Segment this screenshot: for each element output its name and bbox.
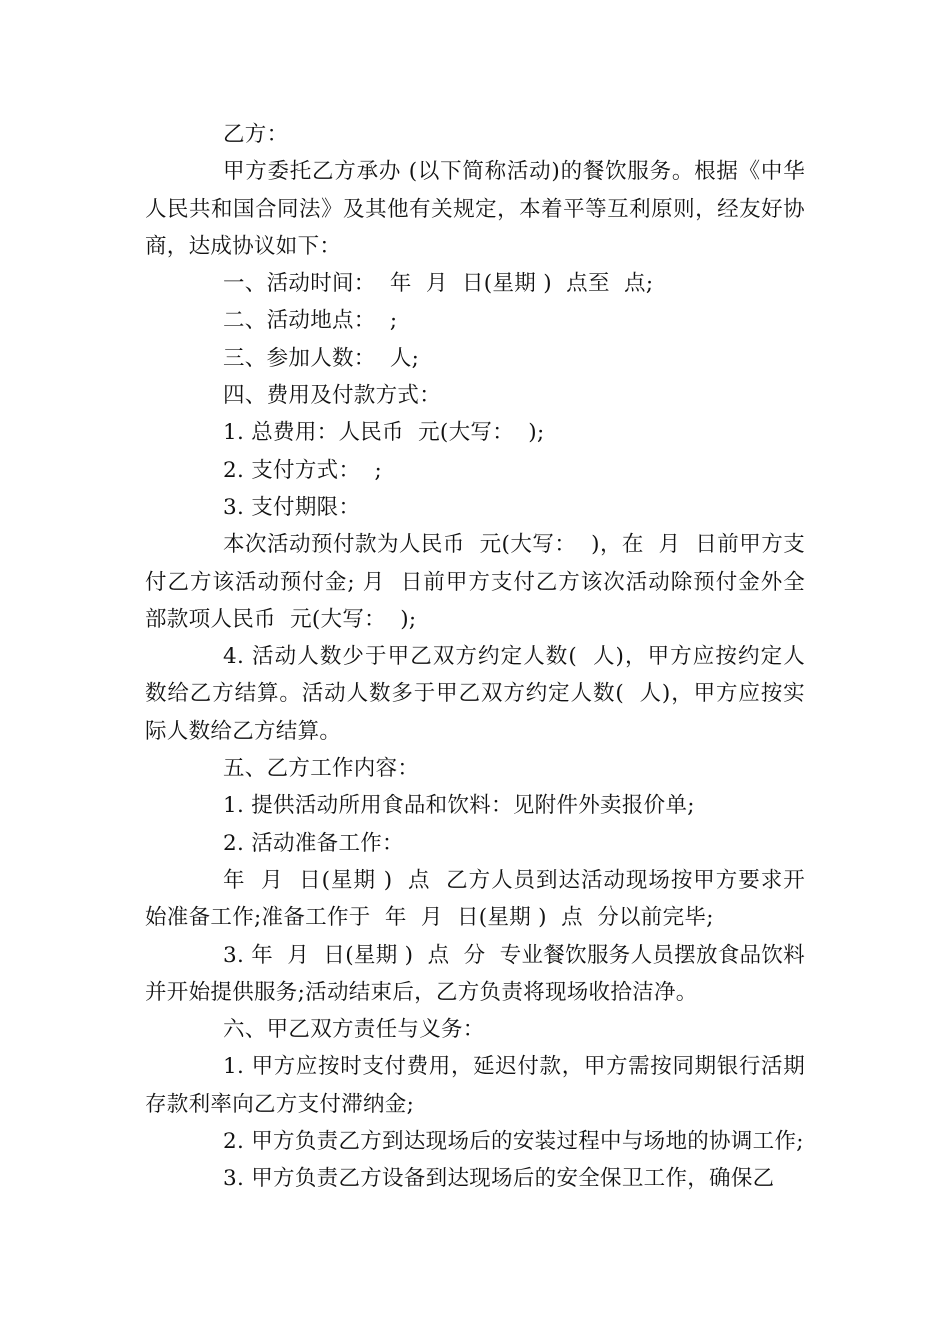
responsibility-item-coordination: 2. 甲方负责乙方到达现场后的安装过程中与场地的协调工作;	[223, 1129, 804, 1155]
work-item-service: 3. 年 月 日(星期 ) 点 分 专业餐饮服务人员摆放食品饮料并开始提供服务;活动结束后，乙方负责将现场收拾洁净。	[145, 942, 805, 1005]
work-item-preparation: 2. 活动准备工作：	[223, 830, 404, 856]
section-heading-responsibilities: 六、甲乙双方责任与义务：	[223, 1017, 485, 1043]
prepayment-paragraph: 本次活动预付款为人民币 元(大写： )，在 月 日前甲方支付乙方该活动预付金; 月 日前甲方支付乙方该次活动除预付金外全部款项人民币 元(大写： );	[145, 532, 805, 632]
fee-item-headcount-settlement: 4. 活动人数少于甲乙双方约定人数( 人)，甲方应按约定人数给乙方结算。活动人数多于甲乙双方约定人数( 人)，甲方应按实际人数给乙方结算。	[145, 644, 805, 744]
preparation-schedule-paragraph: 年 月 日(星期 ) 点 乙方人员到达活动现场按甲方要求开始准备工作;准备工作于 年 月 日(星期 ) 点 分以前完毕;	[145, 867, 805, 931]
section-heading-party-b-work: 五、乙方工作内容：	[223, 756, 420, 782]
section-heading-fees: 四、费用及付款方式：	[223, 383, 442, 409]
work-item-food-supply: 1. 提供活动所用食品和饮料：见附件外卖报价单;	[223, 793, 695, 819]
fee-item-total: 1. 总费用：人民币 元(大写： );	[223, 420, 545, 446]
party-b-line: 乙方：	[223, 122, 289, 147]
responsibility-item-payment: 1. 甲方应按时支付费用，延迟付款，甲方需按同期银行活期存款利率向乙方支付滞纳金;	[145, 1054, 805, 1117]
fee-item-payment-term: 3. 支付期限：	[223, 494, 361, 520]
fee-item-payment-method: 2. 支付方式： ;	[223, 457, 383, 483]
responsibility-item-security: 3. 甲方负责乙方设备到达现场后的安全保卫工作，确保乙	[223, 1166, 775, 1192]
intro-paragraph: 甲方委托乙方承办 (以下简称活动)的餐饮服务。根据《中华人民共和国合同法》及其他有关规定，本着平等互利原则，经友好协商，达成协议如下：	[145, 159, 805, 259]
document-body	[145, 116, 805, 1198]
clause-activity-location: 二、活动地点： ;	[223, 308, 398, 334]
clause-activity-time: 一、活动时间： 年 月 日(星期 ) 点至 点;	[223, 271, 654, 297]
clause-participant-count: 三、参加人数： 人;	[223, 345, 420, 371]
